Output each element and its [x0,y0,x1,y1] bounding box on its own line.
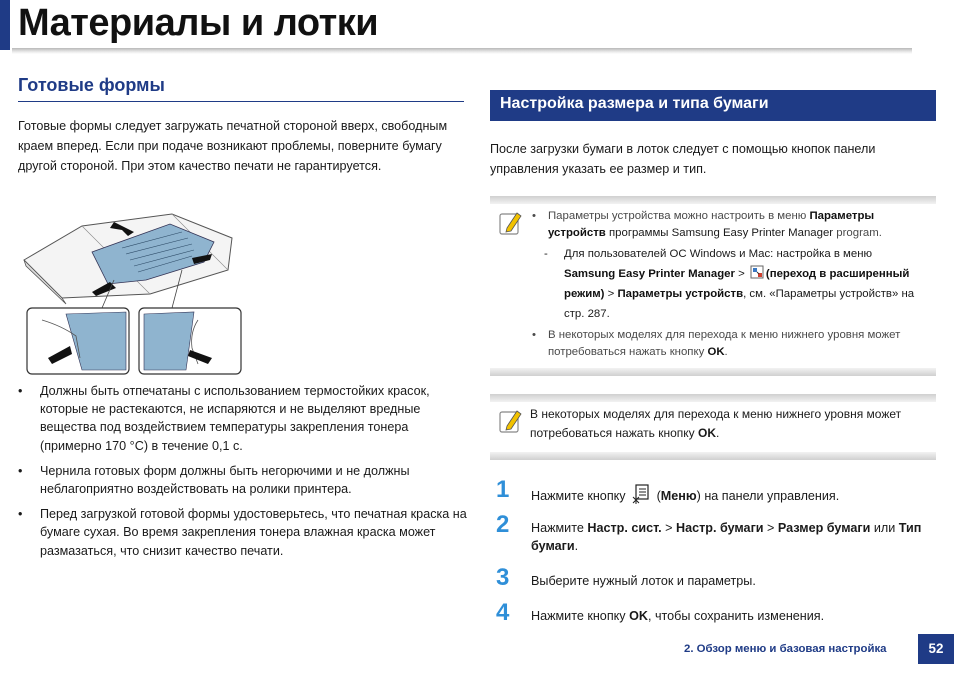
sub-dash: - [544,248,548,260]
app-name: Samsung Easy Printer Manager [564,268,735,280]
sub-separator: > [734,268,748,280]
section-heading-paper-settings: Настройка размера и типа бумаги [490,90,936,121]
ok-key-label: OK [629,609,648,623]
note-text: программы Samsung Easy Printer Manager [605,227,834,239]
advanced-mode-label: (переход в расширенный режим) [564,268,910,300]
sub-text: , см. «Параметры устройств» на стр. 287. [564,288,915,320]
pencil-note-icon [498,210,522,236]
note-bottom-band [490,368,936,376]
list-item [530,208,930,324]
note-text: В некоторых моделях для перехода к меню нижнего уровня может потребоваться нажать кнопку [548,329,901,358]
bullet-text: Должны быть отпечатаны с использованием термостойких красок, которые не растекаются, не испаряются и не выделяют вредные вещества под воздействием температуры закрепления тонера (примерно 170 °C) в течение 0,1 с. [40,384,430,453]
note-text: В некоторых моделях для перехода к меню нижнего уровня может потребоваться нажать кнопку OK. [530,407,902,440]
step-number: 2 [496,511,510,538]
menu-path-paper-setup: Настр. бумаги [676,521,764,535]
section-heading-preprinted: Готовые формы [18,75,165,95]
footer-chapter-link[interactable]: 2. Обзор меню и базовая настройка [684,643,887,655]
step-number: 3 [496,564,510,591]
menu-path-paper-type: Тип бумаги [531,521,922,553]
ok-key-label: OK [707,346,725,358]
sub-text: Для пользователей ОС Windows и Mac: настройка в меню [564,248,873,260]
list-item [18,505,468,560]
section-heading-rule [18,101,464,102]
step-text: Нажмите Настр. сист. > Настр. бумаги > Размер бумаги или Тип бумаги. [531,521,922,553]
bullet-mark: • [18,507,23,522]
menu-name-device-settings: Параметры устройств [617,288,744,300]
menu-name-device-settings: Параметры устройств [548,210,875,239]
note-text: . [724,346,728,358]
bullet-text: Чернила готовых форм должны быть негорючими и не должны неблагоприятно воздействовать на ролики принтера. [40,463,410,497]
bullet-text: Перед загрузкой готовой формы удостоверьтесь, что печатная краска на бумаге сухая. Во время закрепления тонера влажная краска может размазаться, что снизит качество печати. [40,507,467,558]
note-body [490,204,936,368]
menu-path-paper-size: Размер бумаги [777,521,871,535]
paper-settings-intro: После загрузки бумаги в лоток следует с помощью кнопок панели управления указать ее размер и тип. [490,142,876,176]
note-top-band [490,196,936,204]
note-text: program. [833,227,882,239]
title-divider [12,48,912,54]
sub-item [530,244,930,324]
note-bottom-band [490,452,936,460]
step-number: 1 [496,476,510,503]
menu-button-icon [631,484,651,504]
note-box-ok [490,394,936,460]
list-item [18,462,468,498]
page-title: Материалы и лотки [18,2,379,44]
preprinted-intro: Готовые формы следует загружать печатной стороной вверх, свободным краем вперед. Если при подаче возникают проблемы, поверните бумагу другой стороной. При этом качество печати не гарантируется. [18,119,448,173]
bullet-mark: • [18,384,23,398]
step-number: 4 [496,599,510,626]
note-text: Параметры устройства можно настроить в меню [548,210,810,222]
menu-key-label: Меню [660,489,697,503]
bullet-mark: • [532,329,536,341]
ok-key-label: OK [697,426,716,440]
note-body [490,402,936,452]
title-accent-bar [0,0,10,50]
tray-loading-illustration [22,208,244,376]
note-bullet-list [530,208,930,361]
step-text: Нажмите кнопку (Меню) на панели управления. [531,484,936,505]
advanced-mode-icon [750,265,764,279]
bullet-mark: • [532,210,536,222]
menu-path-system-setup: Настр. сист. [587,521,662,535]
bullet-mark: • [18,463,23,478]
page-number-badge: 52 [918,634,954,664]
pencil-note-icon [498,408,522,434]
list-item [18,382,468,455]
note-box-settings [490,196,936,376]
list-item [530,327,930,361]
step-text: Нажмите кнопку OK, чтобы сохранить изменения. [531,609,825,623]
preprinted-requirements-list [18,382,468,567]
step-text: Выберите нужный лоток и параметры. [531,574,756,588]
sub-separator: > [604,288,618,300]
note-top-band [490,394,936,402]
